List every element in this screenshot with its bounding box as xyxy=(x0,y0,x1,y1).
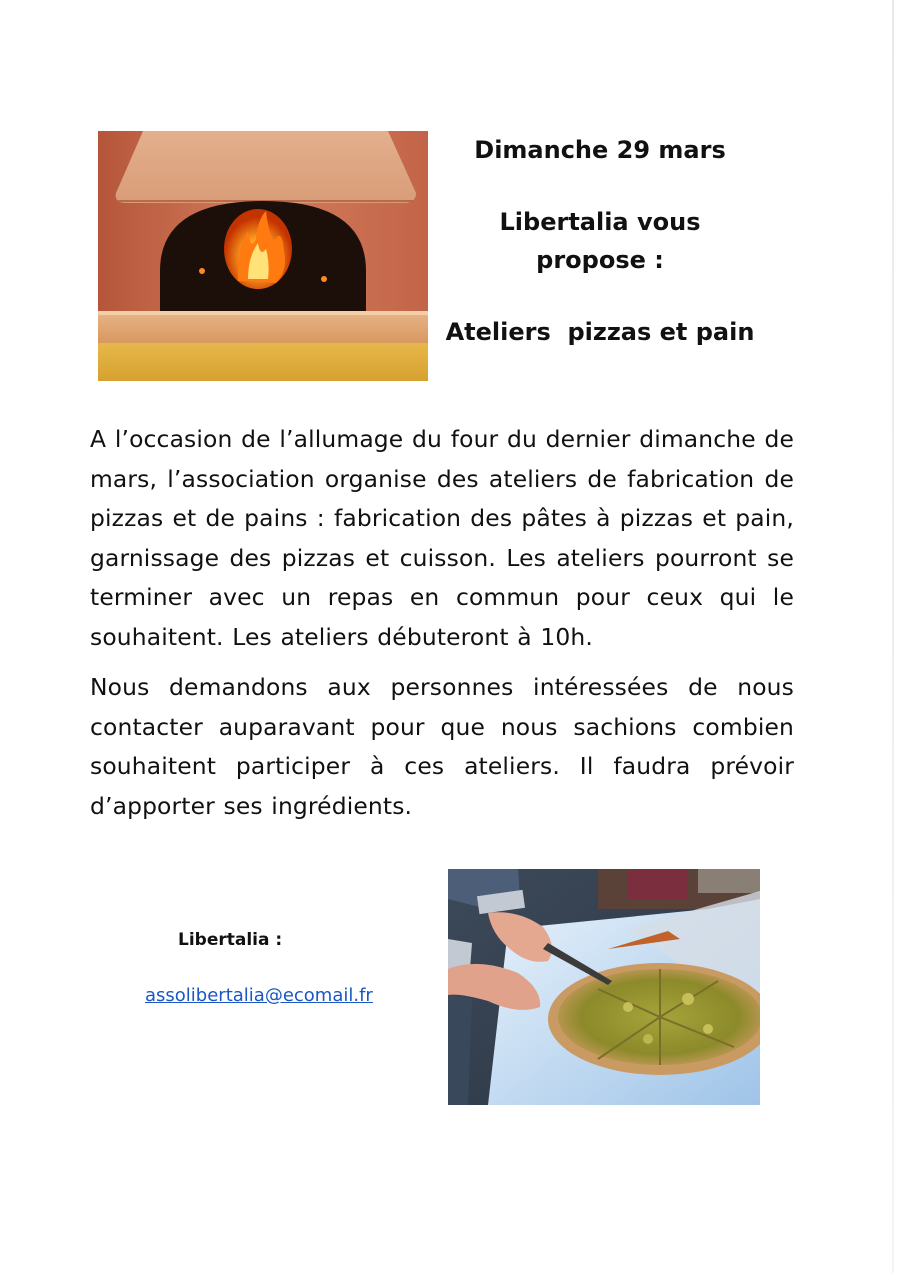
contact-label: Libertalia : xyxy=(178,930,283,950)
organizer-line-1: Libertalia vous xyxy=(499,208,701,236)
page-edge xyxy=(892,0,894,1273)
body-paragraph-2: Nous demandons aux personnes intéressées de nous contacter auparavant pour que nous sachions combien souhaitent participer à ces ateliers. Il faudra prévoir d’apporter ses ingrédients. xyxy=(90,673,794,820)
oven-photo xyxy=(98,131,428,381)
organizer-line-2: propose : xyxy=(536,246,664,274)
body-paragraph-1: A l’occasion de l’allumage du four du dernier dimanche de mars, l’association organise des ateliers de fabrication de pizzas et de pains : fabrication des pâtes à pizzas et pain, garnissage des pizzas et cuisson. Les ateliers pourront se terminer avec un repas en commun pour ceux qui le souhaitent. Les ateliers débuteront à 10h. xyxy=(90,425,794,651)
pizza-photo xyxy=(448,869,760,1105)
event-date: Dimanche 29 mars xyxy=(474,136,726,164)
event-title: Ateliers pizzas et pain xyxy=(445,318,755,346)
contact-email-link[interactable]: assolibertalia@ecomail.fr xyxy=(145,985,373,1006)
